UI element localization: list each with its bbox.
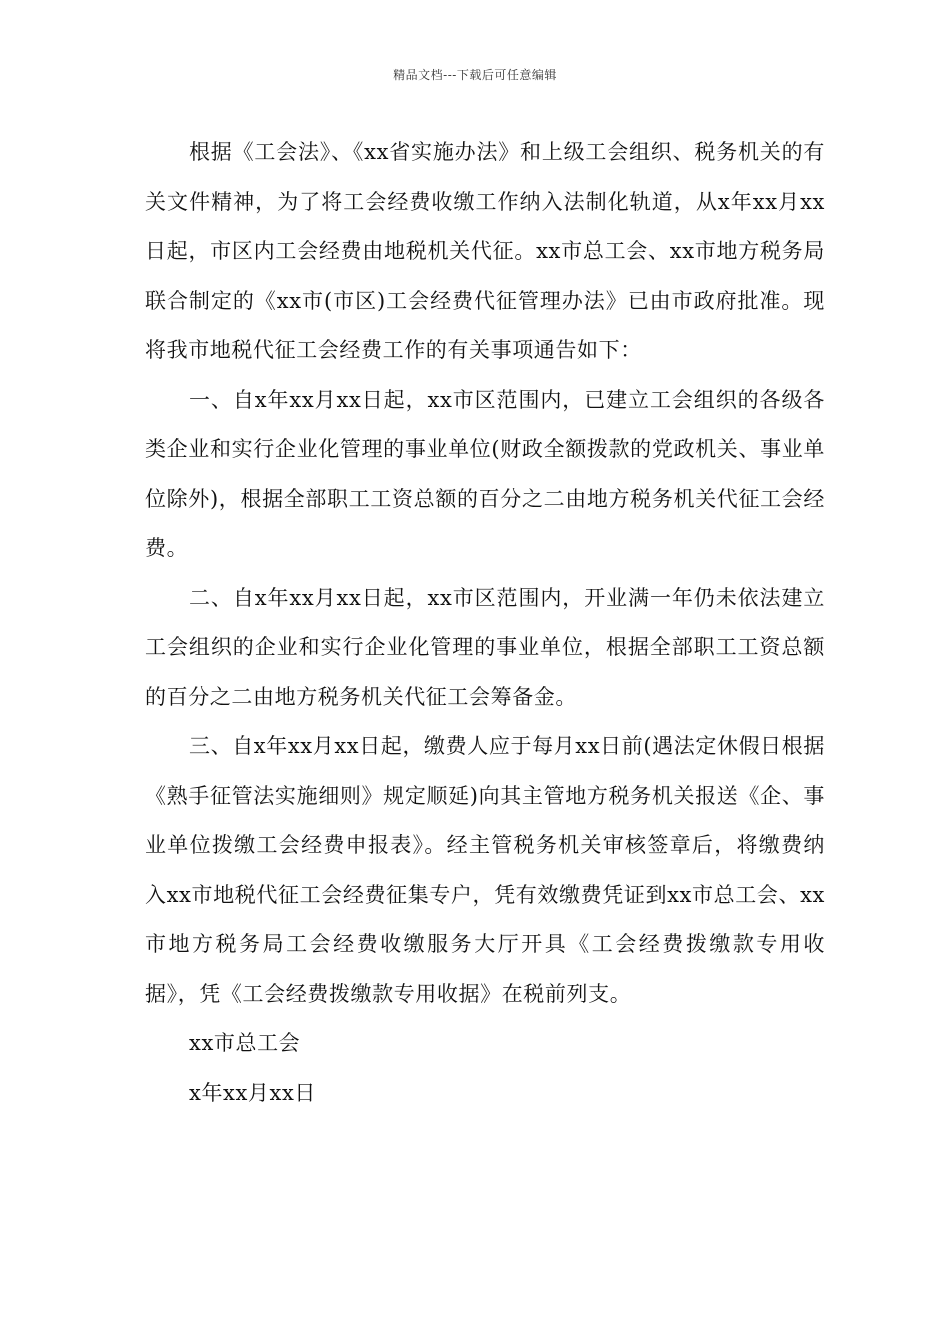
paragraph-intro: 根据《工会法》、《xx省实施办法》和上级工会组织、税务机关的有关文件精神，为了将工会经费收缴工作纳入法制化轨道，从x年xx月xx日起，市区内工会经费由地税机关代征。xx市总工会、xx市地方税务局联合制定的《xx市(市区)工会经费代征管理办法》已由市政府批准。现将我市地税代征工会经费工作的有关事项通告如下： [145, 140, 825, 362]
signature-date: x年xx月xx日 [189, 1080, 317, 1105]
paragraph-item-3: 三、自x年xx月xx日起，缴费人应于每月xx日前(遇法定休假日根据《熟手征管法实施细则》规定顺延)向其主管地方税务机关报送《企、事业单位拨缴工会经费申报表》。经主管税务机关审核签章后，将缴费纳入xx市地税代征工会经费征集专户，凭有效缴费凭证到xx市总工会、xx市地方税务局工会经费收缴服务大厅开具《工会经费拨缴款专用收据》，凭《工会经费拨缴款专用收据》在税前列支。 [145, 734, 825, 1006]
paragraph-item-2: 二、自x年xx月xx日起，xx市区范围内，开业满一年仍未依法建立工会组织的企业和实行企业化管理的事业单位，根据全部职工工资总额的百分之二由地方税务机关代征工会筹备金。 [145, 585, 825, 709]
signature-organization: xx市总工会 [189, 1031, 301, 1055]
paragraph-item-1: 一、自x年xx月xx日起，xx市区范围内，已建立工会组织的各级各类企业和实行企业化管理的事业单位(财政全额拨款的党政机关、事业单位除外)，根据全部职工工资总额的百分之二由地方税务机关代征工会经费。 [145, 387, 825, 560]
page-header: 精品文档---下载后可任意编辑 [393, 68, 557, 82]
document-body [145, 128, 825, 1118]
